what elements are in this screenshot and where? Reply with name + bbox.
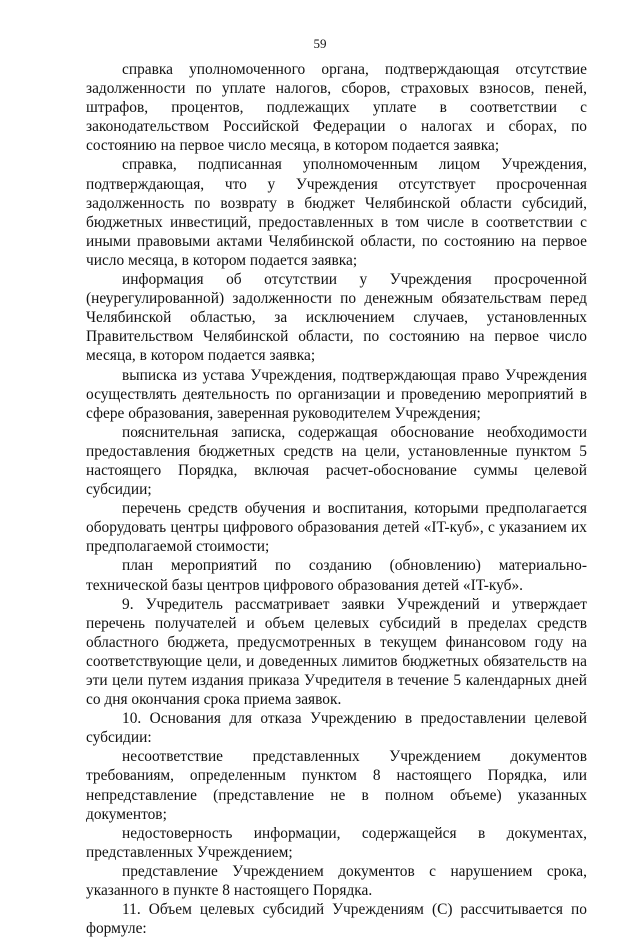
- paragraph-explanatory-note: пояснительная записка, содержащая обоснование необходимости предоставления бюджетных средств на цели, установленные пунктом 5 настоящего Порядка, включая расчет-обоснование суммы целевой субсидии;: [86, 423, 587, 499]
- paragraph-item-10: 10. Основания для отказа Учреждению в предоставлении целевой субсидии:: [86, 710, 587, 747]
- document-body: [86, 60, 587, 938]
- paragraph-refusal-unreliable-info: недостоверность информации, содержащейся в документах, представленных Учреждением;: [86, 824, 587, 861]
- paragraph-tax-certificate: справка уполномоченного органа, подтверждающая отсутствие задолженности по уплате налогов, сборов, страховых взносов, пеней, штрафов, процентов, подлежащих уплате в соответствии с законодательством Российской Федерации о налогах и сборах, по состоянию на первое число месяца, в котором подается заявка;: [86, 61, 587, 155]
- paragraph-refusal-nonconformity: несоответствие представленных Учреждением документов требованиям, определенным пунктом 8 настоящего Порядка, или непредставление (представление не в полном объеме) указанных документов;: [86, 748, 587, 823]
- paragraph-no-unsettled-debt-info: информация об отсутствии у Учреждения просроченной (неурегулированной) задолженности по денежным обязательствам перед Челябинской областью, за исключением случаев, установленных Правительством Челябинской области, по состоянию на первое число месяца, в котором подается заявка;: [86, 271, 587, 365]
- paragraph-item-9: 9. Учредитель рассматривает заявки Учреждений и утверждает перечень получателей и объем целевых субсидий в пределах средств областного бюджета, предусмотренных в текущем финансовом году на соответствующие цели, и доведенных лимитов бюджетных обязательств на эти цели путем издания приказа Учредителя в течение 5 календарных дней со дня окончания срока приема заявок.: [86, 595, 587, 709]
- paragraph-charter-extract: выписка из устава Учреждения, подтверждающая право Учреждения осуществлять деятельность по организации и проведению мероприятий в сфере образования, заверенная руководителем Учреждения;: [86, 366, 587, 422]
- paragraph-no-overdue-debt-certificate: справка, подписанная уполномоченным лицом Учреждения, подтверждающая, что у Учреждения отсутствует просроченная задолженность по возврату в бюджет Челябинской области субсидий, бюджетных инвестиций, предоставленных в том числе в соответствии с иными правовыми актами Челябинской области, по состоянию на первое число месяца, в котором подается заявка;: [86, 156, 587, 269]
- paragraph-equipment-list: перечень средств обучения и воспитания, которыми предполагается оборудовать центры цифрового образования детей «IT-куб», с указанием их предполагаемой стоимости;: [86, 500, 587, 556]
- paragraph-activity-plan: план мероприятий по созданию (обновлению) материально-технической базы центров цифрового образования детей «IT-куб».: [86, 557, 587, 594]
- page-number: 59: [313, 36, 327, 51]
- paragraph-refusal-late-submission: представление Учреждением документов с нарушением срока, указанного в пункте 8 настоящего Порядка.: [86, 862, 587, 900]
- paragraph-item-11: 11. Объем целевых субсидий Учреждениям (С) рассчитывается по формуле:: [86, 901, 587, 938]
